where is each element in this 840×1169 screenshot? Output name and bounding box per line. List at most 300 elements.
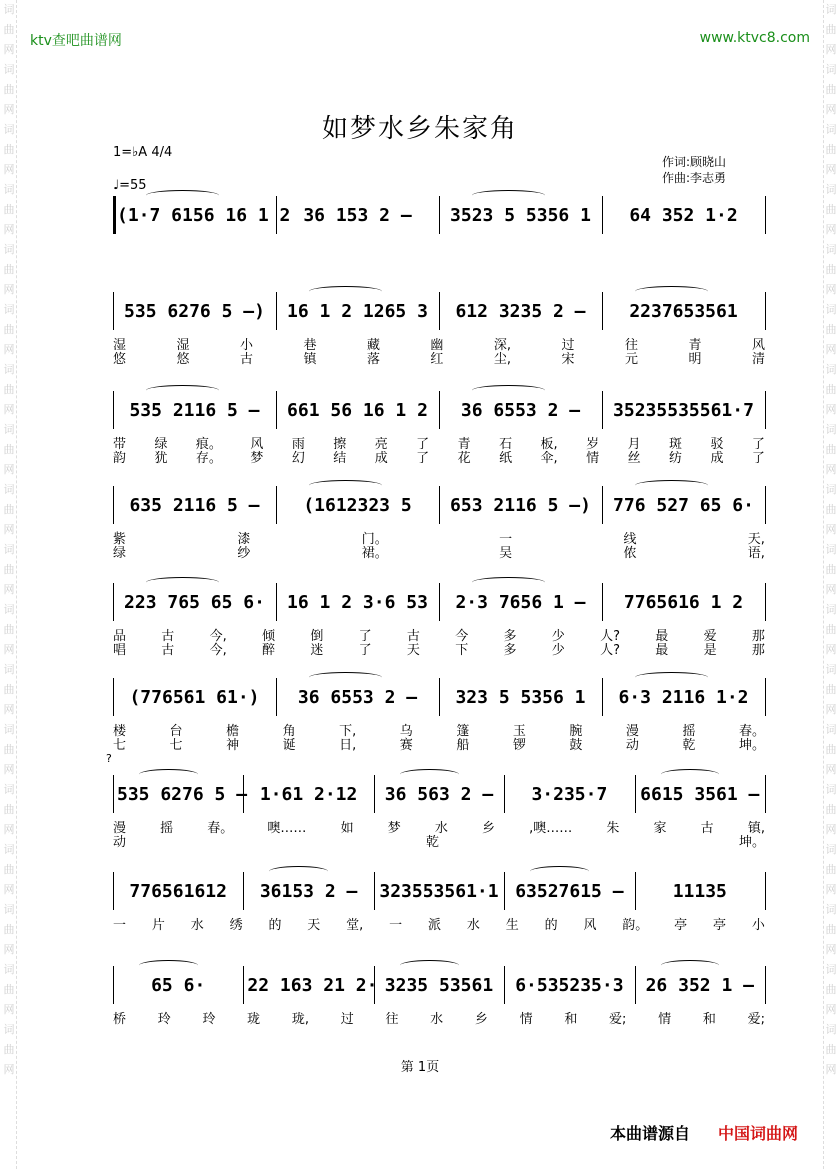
source-site-link[interactable]: 中国词曲网 [718,1124,799,1143]
score-system [113,775,765,815]
lyric-syllable: 古 [700,821,714,836]
song-title: 如梦水乡朱家角 [321,114,518,144]
measure: 535 6276 5 –) [124,300,265,322]
slur-mark [269,866,328,877]
lyric-syllable: 是 [703,643,717,658]
lyric-syllable: 线 [623,532,637,547]
lyric-syllable: ,噢…… [529,821,573,836]
barline [276,292,277,330]
lyric-syllable: 的 [268,918,282,933]
barline [602,391,603,429]
lyric-syllable: 青 [457,437,471,452]
slur-mark [146,577,219,588]
barline [439,486,440,524]
barline [439,583,440,621]
lyric-syllable: 纱 [237,546,251,561]
measure: 2237653561 [629,300,738,322]
measure: 323 5 5356 1 [455,686,586,708]
barline [765,391,766,429]
barline [765,196,766,234]
lyric-syllable: 那 [751,629,765,644]
lyric-syllable: 的 [544,918,558,933]
measure: 653 2116 5 –) [450,494,591,516]
lyric-syllable: 过 [561,338,575,353]
score-system [113,391,765,431]
barline [765,966,766,1004]
score-system [113,196,765,236]
lyric-syllable: 情 [658,1012,672,1027]
right-watermark-strip: 词曲网词曲网词曲网词曲网词曲网词曲网词曲网词曲网词曲网词曲网词曲网词曲网词曲网词曲网词曲网词曲网词曲网词曲网 [823,0,838,1169]
key-signature: 1=♭A 4/4 [113,145,173,160]
source-label: 本曲谱源自 [610,1124,691,1143]
measure: 11135 [672,880,727,902]
barline [439,391,440,429]
lyric-syllable: 迷 [310,643,324,658]
lyric-syllable: 韵 [113,451,127,466]
lyric-syllable: 宋 [561,352,575,367]
lyric-syllable: 小 [239,338,253,353]
barline [504,966,505,1004]
lyric-syllable: 纺 [669,451,683,466]
slur-mark [661,769,720,780]
lyric-syllable: 一 [113,918,127,933]
lyric-syllable: 下, [339,724,357,739]
lyric-syllable: 玉 [512,724,526,739]
lyric-syllable: 动 [113,835,127,850]
question-mark: ? [106,752,112,765]
lyric-syllable: 亭 [713,918,727,933]
lyric-syllable: 乌 [399,724,413,739]
lyric-line [113,447,765,466]
lyric-syllable: 镇 [303,352,317,367]
lyric-syllable: 品 [113,629,127,644]
score-system [113,583,765,623]
lyric-syllable: 了 [358,629,372,644]
barline [374,775,375,813]
measure: 16 1 2 1265 3 [287,300,428,322]
lyric-syllable: 雨 [291,437,305,452]
lyric-syllable: 多 [503,629,517,644]
measure: 63527615 – [515,880,624,902]
lyric-syllable: 幻 [291,451,305,466]
lyric-syllable: 情 [586,451,600,466]
barline [243,872,244,910]
lyric-syllable: 元 [625,352,639,367]
lyric-syllable: 坤。 [738,835,765,850]
lyric-syllable: 天 [307,918,321,933]
lyric-syllable: 裙。 [361,546,388,561]
lyric-syllable: 梦 [250,451,264,466]
lyric-syllable: 水 [466,918,480,933]
lyric-line [113,734,765,753]
lyric-syllable: 人? [600,643,620,658]
measure: 22 163 21 2· [247,974,378,996]
measure: 3·235·7 [531,783,608,805]
lyric-syllable: 坤。 [738,738,765,753]
page-number: 第 1页 [400,1060,440,1075]
lyric-syllable: 石 [499,437,513,452]
slur-mark [635,286,708,297]
lyric-syllable: 悠 [113,352,127,367]
lyric-line [113,542,765,561]
lyric-syllable: 紫 [113,532,127,547]
score-system [113,292,765,332]
measure: 16 1 2 3·6 53 [287,591,428,613]
measure: 535 2116 5 – [129,399,260,421]
lyric-syllable: 动 [625,738,639,753]
lyric-syllable: 痕。 [195,437,222,452]
lyric-syllable: 擦 [333,437,347,452]
slur-mark [635,672,708,683]
lyric-syllable: 天 [406,643,420,658]
lyric-syllable: 古 [161,629,175,644]
barline [439,292,440,330]
lyric-syllable: 落 [366,352,380,367]
slur-mark [309,286,382,297]
lyric-syllable: 倾 [262,629,276,644]
lyric-syllable: 七 [169,738,183,753]
measure: 64 352 1·2 [629,204,738,226]
lyric-syllable: 珑 [247,1012,261,1027]
barline [113,872,114,910]
lyric-syllable: 醉 [262,643,276,658]
lyric-syllable: 最 [655,643,669,658]
lyric-syllable: 水 [430,1012,444,1027]
lyric-syllable: 成 [374,451,388,466]
lyric-syllable: 檐 [226,724,240,739]
lyric-syllable: 绿 [113,546,127,561]
lyric-syllable: 唱 [113,643,127,658]
lyric-syllable: 篷 [456,724,470,739]
measure: 3523 5 5356 1 [450,204,591,226]
measure: 2·3 7656 1 – [455,591,586,613]
lyric-syllable: 最 [655,629,669,644]
lyric-syllable: 七 [113,738,127,753]
lyric-syllable: 古 [239,352,253,367]
lyric-syllable: 结 [333,451,347,466]
lyric-syllable: 乡 [474,1012,488,1027]
barline [243,775,244,813]
lyric-syllable: 板, [540,437,558,452]
score-system [113,678,765,718]
lyric-syllable: 风 [250,437,264,452]
lyric-syllable: 春。 [207,821,234,836]
measure: 223 765 65 6· [124,591,265,613]
lyric-syllable: 爱; [747,1012,765,1027]
barline [113,583,114,621]
lyric-syllable: 今 [455,629,469,644]
lyric-line [113,914,765,933]
lyric-syllable: 乾 [682,738,696,753]
slur-mark [472,190,545,201]
barline [243,966,244,1004]
barline [276,486,277,524]
measure: 661 56 16 1 2 [287,399,428,421]
barline [765,872,766,910]
lyric-syllable: 成 [710,451,724,466]
lyric-syllable: 船 [456,738,470,753]
slur-mark [146,190,219,201]
score-system [113,872,765,912]
lyric-syllable: 诞 [282,738,296,753]
lyric-syllable: 乾 [425,835,439,850]
barline [765,775,766,813]
measure: 26 352 1 – [645,974,754,996]
measure: 612 3235 2 – [455,300,586,322]
barline [113,775,114,813]
lyric-syllable: 日, [339,738,357,753]
slur-mark [635,480,708,491]
lyric-syllable: 爱; [609,1012,627,1027]
barline [276,391,277,429]
lyric-syllable: 漫 [113,821,127,836]
lyric-syllable: 了 [416,437,430,452]
slur-mark [472,577,545,588]
measure: (776561 61·) [129,686,260,708]
lyric-syllable: 湿 [113,338,127,353]
lyric-syllable: 往 [385,1012,399,1027]
measure: 35235535561·7 [613,399,754,421]
barline [113,678,114,716]
barline [439,196,440,234]
lyric-syllable: 人? [600,629,620,644]
measure: 776 527 65 6· [613,494,754,516]
lyric-syllable: 斑 [669,437,683,452]
barline [765,583,766,621]
measure: 6615 3561 – [640,783,760,805]
lyric-syllable: 倒 [310,629,324,644]
barline [765,678,766,716]
lyric-syllable: 鼓 [569,738,583,753]
lyric-line [113,1008,765,1027]
lyric-syllable: 了 [751,437,765,452]
lyric-syllable: 多 [503,643,517,658]
barline [635,872,636,910]
lyric-syllable: 了 [416,451,430,466]
lyric-syllable: 幽 [430,338,444,353]
lyric-syllable: 往 [625,338,639,353]
slur-mark [400,960,459,971]
lyric-syllable: 下 [455,643,469,658]
lyric-syllable: 青 [688,338,702,353]
measure: (1612323 5 [303,494,412,516]
lyric-syllable: 绣 [229,918,243,933]
lyric-syllable: 一 [389,918,403,933]
measure: 635 2116 5 – [129,494,260,516]
lyric-syllable: 纸 [499,451,513,466]
lyric-syllable: 玲 [157,1012,171,1027]
lyric-syllable: 带 [113,437,127,452]
barline [635,966,636,1004]
lyric-syllable: 古 [161,643,175,658]
lyric-syllable: 朱 [606,821,620,836]
measure: 36 6553 2 – [297,686,418,708]
lyric-syllable: 过 [340,1012,354,1027]
barline [439,678,440,716]
measure: 535 6276 5 – [117,783,248,805]
lyric-syllable: 古 [406,629,420,644]
barline [113,196,116,234]
measure: 3235 53561 [384,974,494,996]
lyric-syllable: 堂, [346,918,364,933]
lyric-syllable: 腕 [569,724,583,739]
measure: 7765616 1 2 [623,591,744,613]
lyric-syllable: 花 [457,451,471,466]
barline [374,872,375,910]
lyric-syllable: 巷 [303,338,317,353]
lyric-line [113,348,765,367]
slur-mark [472,385,545,396]
lyric-syllable: 和 [564,1012,578,1027]
measure: 36 6553 2 – [460,399,581,421]
lyric-syllable: 红 [430,352,444,367]
lyric-syllable: 那 [751,643,765,658]
lyric-syllable: 爱 [703,629,717,644]
lyric-syllable: 生 [505,918,519,933]
slur-mark [139,769,198,780]
measure: 36 563 2 – [384,783,494,805]
lyric-syllable: 梦 [387,821,401,836]
barline [374,966,375,1004]
lyric-syllable: 漫 [625,724,639,739]
barline [276,196,277,234]
lyric-syllable: 藏 [366,338,380,353]
lyric-syllable: 摇 [160,821,174,836]
lyric-syllable: 吴 [499,546,513,561]
lyric-syllable: 伞, [540,451,558,466]
lyric-syllable: 少 [551,643,565,658]
barline [113,486,114,524]
lyric-syllable: 天, [747,532,765,547]
lyric-syllable: 台 [169,724,183,739]
lyric-syllable: 少 [551,629,565,644]
lyric-syllable: 家 [653,821,667,836]
lyric-syllable: 情 [519,1012,533,1027]
measure: 6·3 2116 1·2 [618,686,749,708]
lyric-syllable: 水 [434,821,448,836]
lyric-syllable: 风 [583,918,597,933]
lyric-syllable: 岁 [586,437,600,452]
lyric-syllable: 镇, [747,821,765,836]
barline [113,966,114,1004]
lyric-syllable: 了 [358,643,372,658]
lyric-syllable: 漆 [237,532,251,547]
measure: 776561612 [129,880,227,902]
barline [504,872,505,910]
lyric-syllable: 小 [751,918,765,933]
lyric-syllable: 水 [190,918,204,933]
lyric-line [113,831,765,850]
barline [765,292,766,330]
lyric-syllable: 噢…… [267,821,307,836]
lyric-syllable: 派 [428,918,442,933]
barline [602,292,603,330]
barline [113,292,114,330]
lyric-syllable: 门。 [361,532,388,547]
lyric-syllable: 如 [340,821,354,836]
measure: 323553561·1 [379,880,499,902]
left-watermark-strip: 词曲网词曲网词曲网词曲网词曲网词曲网词曲网词曲网词曲网词曲网词曲网词曲网词曲网词曲网词曲网词曲网词曲网词曲网 [2,0,17,1169]
lyric-syllable: 珑, [291,1012,310,1027]
lyric-syllable: 今, [209,629,227,644]
lyric-syllable: 湿 [176,338,190,353]
lyric-syllable: 今, [209,643,227,658]
lyric-syllable: 亭 [674,918,688,933]
slur-mark [661,960,720,971]
barline [276,678,277,716]
barline [504,775,505,813]
slur-mark [530,866,589,877]
barline [276,583,277,621]
lyric-syllable: 神 [226,738,240,753]
lyric-syllable: 角 [282,724,296,739]
slur-mark [139,960,198,971]
lyric-syllable: 片 [151,918,165,933]
lyric-syllable: 春。 [738,724,765,739]
measure: 6·535235·3 [515,974,624,996]
lyric-syllable: 语, [747,546,765,561]
lyric-syllable: 风 [751,338,765,353]
lyric-syllable: 一 [499,532,513,547]
lyric-syllable: 楼 [113,724,127,739]
lyric-syllable: 侬 [623,546,637,561]
barline [602,486,603,524]
lyric-syllable: 桥 [113,1012,127,1027]
lyric-line [113,639,765,658]
lyric-syllable: 韵。 [622,918,649,933]
lyric-syllable: 锣 [512,738,526,753]
lyric-syllable: 绿 [154,437,168,452]
lyric-syllable: 丝 [627,451,641,466]
slur-mark [400,769,459,780]
barline [113,391,114,429]
slur-mark [146,385,219,396]
lyric-syllable: 亮 [374,437,388,452]
composer-credit: 作曲:李志勇 [662,171,727,185]
slur-mark [309,672,382,683]
measure: 36 153 2 – [303,204,412,226]
slur-mark [309,480,382,491]
lyric-syllable: 清 [751,352,765,367]
lyric-syllable: 玲 [202,1012,216,1027]
lyric-syllable: 和 [702,1012,716,1027]
measure: (1·7 6156 16 1 2 [117,204,291,226]
lyric-syllable: 犹 [154,451,168,466]
lyric-syllable: 驳 [710,437,724,452]
measure: 36153 2 – [259,880,358,902]
lyric-syllable: 了 [751,451,765,466]
barline [602,196,603,234]
measure: 65 6· [151,974,206,996]
barline [635,775,636,813]
barline [602,678,603,716]
barline [765,486,766,524]
measure: 1·61 2·12 [259,783,358,805]
lyric-syllable: 深, [493,338,512,353]
lyric-syllable: 摇 [682,724,696,739]
tempo-marking: ♩=55 [113,178,147,193]
lyric-syllable: 存。 [195,451,222,466]
lyric-syllable: 尘, [493,352,512,367]
lyricist-credit: 作词:顾晓山 [662,155,727,169]
barline [602,583,603,621]
lyric-syllable: 悠 [176,352,190,367]
score-system [113,486,765,526]
header-left-site: ktv查吧曲谱网 [30,33,122,49]
header-right-site: www.ktvc8.com [699,30,810,46]
lyric-syllable: 赛 [399,738,413,753]
lyric-syllable: 乡 [481,821,495,836]
